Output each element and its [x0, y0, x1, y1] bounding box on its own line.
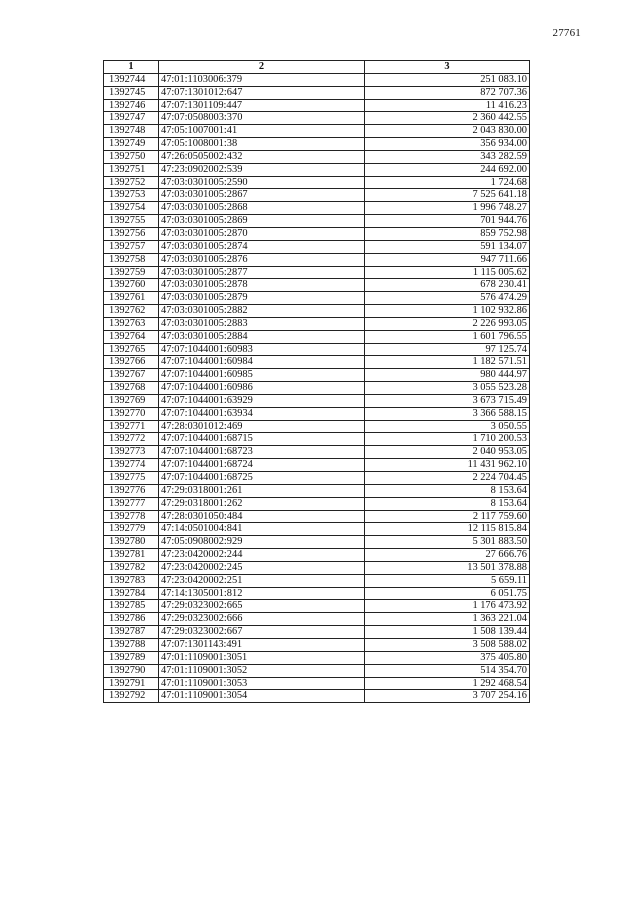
value-cell: 859 752.98 [365, 227, 530, 240]
table-row [104, 677, 530, 690]
cadastral-number-cell: 47:14:0501004:841 [159, 523, 365, 536]
row-id-cell: 1392755 [104, 215, 159, 228]
value-cell: 2 117 759.60 [365, 510, 530, 523]
cadastral-number-cell: 47:07:1301143:491 [159, 638, 365, 651]
value-cell: 343 282.59 [365, 150, 530, 163]
value-cell: 5 301 883.50 [365, 536, 530, 549]
row-id-cell: 1392772 [104, 433, 159, 446]
cadastral-number-cell: 47:28:0301012:469 [159, 420, 365, 433]
value-cell: 6 051.75 [365, 587, 530, 600]
table-row [104, 690, 530, 703]
row-id-cell: 1392749 [104, 138, 159, 151]
table-header-row [104, 61, 530, 74]
value-cell: 947 711.66 [365, 253, 530, 266]
cadastral-number-cell: 47:07:1044001:68724 [159, 459, 365, 472]
cadastral-number-cell: 47:29:0323002:665 [159, 600, 365, 613]
row-id-cell: 1392758 [104, 253, 159, 266]
table-row [104, 227, 530, 240]
value-cell: 1 508 139.44 [365, 626, 530, 639]
cadastral-number-cell: 47:07:1044001:60986 [159, 382, 365, 395]
cadastral-number-cell: 47:01:1109001:3054 [159, 690, 365, 703]
table-row [104, 536, 530, 549]
cadastral-number-cell: 47:29:0323002:666 [159, 613, 365, 626]
table-row [104, 163, 530, 176]
row-id-cell: 1392778 [104, 510, 159, 523]
row-id-cell: 1392784 [104, 587, 159, 600]
table-row [104, 292, 530, 305]
table-row [104, 587, 530, 600]
value-cell: 27 666.76 [365, 549, 530, 562]
cadastral-number-cell: 47:29:0318001:261 [159, 484, 365, 497]
table-row [104, 189, 530, 202]
cadastral-number-cell: 47:23:0902002:539 [159, 163, 365, 176]
row-id-cell: 1392752 [104, 176, 159, 189]
table-body [104, 73, 530, 702]
cadastral-number-cell: 47:07:1044001:63934 [159, 407, 365, 420]
row-id-cell: 1392781 [104, 549, 159, 562]
row-id-cell: 1392780 [104, 536, 159, 549]
row-id-cell: 1392759 [104, 266, 159, 279]
table-row [104, 150, 530, 163]
row-id-cell: 1392764 [104, 330, 159, 343]
table-row [104, 651, 530, 664]
value-cell: 2 040 953.05 [365, 446, 530, 459]
cadastral-number-cell: 47:01:1103006:379 [159, 73, 365, 86]
table-row [104, 394, 530, 407]
row-id-cell: 1392744 [104, 73, 159, 86]
value-cell: 3 050.55 [365, 420, 530, 433]
cadastral-number-cell: 47:23:0420002:245 [159, 561, 365, 574]
row-id-cell: 1392762 [104, 305, 159, 318]
cadastral-number-cell: 47:03:0301005:2870 [159, 227, 365, 240]
row-id-cell: 1392769 [104, 394, 159, 407]
table-row [104, 279, 530, 292]
page-number: 27761 [552, 27, 581, 39]
value-cell: 2 224 704.45 [365, 472, 530, 485]
value-cell: 8 153.64 [365, 497, 530, 510]
value-cell: 1 102 932.86 [365, 305, 530, 318]
value-cell: 244 692.00 [365, 163, 530, 176]
row-id-cell: 1392757 [104, 240, 159, 253]
value-cell: 97 125.74 [365, 343, 530, 356]
row-id-cell: 1392782 [104, 561, 159, 574]
table-row [104, 86, 530, 99]
data-table [103, 60, 530, 703]
table-row [104, 176, 530, 189]
cadastral-number-cell: 47:14:1305001:812 [159, 587, 365, 600]
value-cell: 11 416.23 [365, 99, 530, 112]
cadastral-number-cell: 47:23:0420002:251 [159, 574, 365, 587]
cadastral-number-cell: 47:03:0301005:2876 [159, 253, 365, 266]
value-cell: 1 996 748.27 [365, 202, 530, 215]
table-row [104, 266, 530, 279]
cadastral-number-cell: 47:29:0318001:262 [159, 497, 365, 510]
table-row [104, 561, 530, 574]
value-cell: 3 673 715.49 [365, 394, 530, 407]
row-id-cell: 1392786 [104, 613, 159, 626]
row-id-cell: 1392766 [104, 356, 159, 369]
value-cell: 3 055 523.28 [365, 382, 530, 395]
value-cell: 3 508 588.02 [365, 638, 530, 651]
table-row [104, 305, 530, 318]
value-cell: 375 405.80 [365, 651, 530, 664]
cadastral-number-cell: 47:23:0420002:244 [159, 549, 365, 562]
cadastral-number-cell: 47:07:1044001:68715 [159, 433, 365, 446]
cadastral-number-cell: 47:07:1044001:63929 [159, 394, 365, 407]
row-id-cell: 1392751 [104, 163, 159, 176]
cadastral-number-cell: 47:03:0301005:2877 [159, 266, 365, 279]
table-row [104, 112, 530, 125]
cadastral-number-cell: 47:05:1007001:41 [159, 125, 365, 138]
cadastral-number-cell: 47:01:1109001:3053 [159, 677, 365, 690]
row-id-cell: 1392753 [104, 189, 159, 202]
row-id-cell: 1392760 [104, 279, 159, 292]
table-row [104, 549, 530, 562]
row-id-cell: 1392792 [104, 690, 159, 703]
row-id-cell: 1392773 [104, 446, 159, 459]
table-row [104, 446, 530, 459]
table-row [104, 600, 530, 613]
value-cell: 1 176 473.92 [365, 600, 530, 613]
row-id-cell: 1392754 [104, 202, 159, 215]
value-cell: 1 115 005.62 [365, 266, 530, 279]
cadastral-number-cell: 47:07:1301012:647 [159, 86, 365, 99]
table-row [104, 202, 530, 215]
value-cell: 1 363 221.04 [365, 613, 530, 626]
value-cell: 872 707.36 [365, 86, 530, 99]
table-row [104, 420, 530, 433]
value-cell: 11 431 962.10 [365, 459, 530, 472]
table-row [104, 510, 530, 523]
cadastral-number-cell: 47:03:0301005:2869 [159, 215, 365, 228]
cadastral-number-cell: 47:05:1008001:38 [159, 138, 365, 151]
row-id-cell: 1392765 [104, 343, 159, 356]
table-row [104, 613, 530, 626]
cadastral-number-cell: 47:05:0908002:929 [159, 536, 365, 549]
row-id-cell: 1392748 [104, 125, 159, 138]
row-id-cell: 1392770 [104, 407, 159, 420]
value-cell: 2 360 442.55 [365, 112, 530, 125]
row-id-cell: 1392791 [104, 677, 159, 690]
value-cell: 13 501 378.88 [365, 561, 530, 574]
value-cell: 576 474.29 [365, 292, 530, 305]
cadastral-number-cell: 47:03:0301005:2867 [159, 189, 365, 202]
value-cell: 1 724.68 [365, 176, 530, 189]
cadastral-number-cell: 47:03:0301005:2874 [159, 240, 365, 253]
value-cell: 356 934.00 [365, 138, 530, 151]
cadastral-number-cell: 47:07:1044001:60983 [159, 343, 365, 356]
value-cell: 8 153.64 [365, 484, 530, 497]
cadastral-number-cell: 47:01:1109001:3051 [159, 651, 365, 664]
cadastral-number-cell: 47:07:1044001:60984 [159, 356, 365, 369]
table-row [104, 330, 530, 343]
row-id-cell: 1392777 [104, 497, 159, 510]
value-cell: 1 292 468.54 [365, 677, 530, 690]
table-row [104, 638, 530, 651]
row-id-cell: 1392774 [104, 459, 159, 472]
row-id-cell: 1392747 [104, 112, 159, 125]
value-cell: 701 944.76 [365, 215, 530, 228]
table-row [104, 138, 530, 151]
row-id-cell: 1392787 [104, 626, 159, 639]
row-id-cell: 1392756 [104, 227, 159, 240]
row-id-cell: 1392779 [104, 523, 159, 536]
row-id-cell: 1392768 [104, 382, 159, 395]
value-cell: 678 230.41 [365, 279, 530, 292]
cadastral-number-cell: 47:03:0301005:2883 [159, 317, 365, 330]
row-id-cell: 1392746 [104, 99, 159, 112]
value-cell: 1 182 571.51 [365, 356, 530, 369]
cadastral-number-cell: 47:03:0301005:2882 [159, 305, 365, 318]
cadastral-number-cell: 47:03:0301005:2590 [159, 176, 365, 189]
row-id-cell: 1392771 [104, 420, 159, 433]
table-row [104, 664, 530, 677]
value-cell: 12 115 815.84 [365, 523, 530, 536]
cadastral-number-cell: 47:07:1044001:68725 [159, 472, 365, 485]
table-row [104, 99, 530, 112]
value-cell: 2 043 830.00 [365, 125, 530, 138]
row-id-cell: 1392790 [104, 664, 159, 677]
table-row [104, 215, 530, 228]
cadastral-number-cell: 47:07:1044001:60985 [159, 369, 365, 382]
cadastral-number-cell: 47:29:0323002:667 [159, 626, 365, 639]
row-id-cell: 1392776 [104, 484, 159, 497]
value-cell: 1 601 796.55 [365, 330, 530, 343]
table-row [104, 433, 530, 446]
row-id-cell: 1392788 [104, 638, 159, 651]
value-cell: 5 659.11 [365, 574, 530, 587]
cadastral-number-cell: 47:03:0301005:2878 [159, 279, 365, 292]
cadastral-number-cell: 47:03:0301005:2868 [159, 202, 365, 215]
table-row [104, 343, 530, 356]
table-row [104, 472, 530, 485]
value-cell: 514 354.70 [365, 664, 530, 677]
row-id-cell: 1392775 [104, 472, 159, 485]
table-row [104, 626, 530, 639]
value-cell: 7 525 641.18 [365, 189, 530, 202]
cadastral-number-cell: 47:07:1301109:447 [159, 99, 365, 112]
value-cell: 251 083.10 [365, 73, 530, 86]
table-row [104, 125, 530, 138]
cadastral-number-cell: 47:28:0301050:484 [159, 510, 365, 523]
row-id-cell: 1392789 [104, 651, 159, 664]
row-id-cell: 1392767 [104, 369, 159, 382]
cadastral-number-cell: 47:03:0301005:2879 [159, 292, 365, 305]
cadastral-number-cell: 47:03:0301005:2884 [159, 330, 365, 343]
value-cell: 3 366 588.15 [365, 407, 530, 420]
table-row [104, 459, 530, 472]
value-cell: 2 226 993.05 [365, 317, 530, 330]
table-row [104, 356, 530, 369]
cadastral-number-cell: 47:26:0505002:432 [159, 150, 365, 163]
cadastral-number-cell: 47:07:0508003:370 [159, 112, 365, 125]
value-cell: 3 707 254.16 [365, 690, 530, 703]
value-cell: 1 710 200.53 [365, 433, 530, 446]
row-id-cell: 1392763 [104, 317, 159, 330]
value-cell: 591 134.07 [365, 240, 530, 253]
table-row [104, 369, 530, 382]
cadastral-number-cell: 47:07:1044001:68723 [159, 446, 365, 459]
table-row [104, 407, 530, 420]
table-row [104, 240, 530, 253]
cadastral-number-cell: 47:01:1109001:3052 [159, 664, 365, 677]
column-header-2: 2 [159, 61, 365, 74]
row-id-cell: 1392785 [104, 600, 159, 613]
table-row [104, 484, 530, 497]
table-row [104, 574, 530, 587]
row-id-cell: 1392750 [104, 150, 159, 163]
table-row [104, 523, 530, 536]
table-row [104, 317, 530, 330]
table-row [104, 73, 530, 86]
table-row [104, 382, 530, 395]
column-header-1: 1 [104, 61, 159, 74]
value-cell: 980 444.97 [365, 369, 530, 382]
table-row [104, 253, 530, 266]
table-row [104, 497, 530, 510]
row-id-cell: 1392783 [104, 574, 159, 587]
column-header-3: 3 [365, 61, 530, 74]
row-id-cell: 1392761 [104, 292, 159, 305]
row-id-cell: 1392745 [104, 86, 159, 99]
